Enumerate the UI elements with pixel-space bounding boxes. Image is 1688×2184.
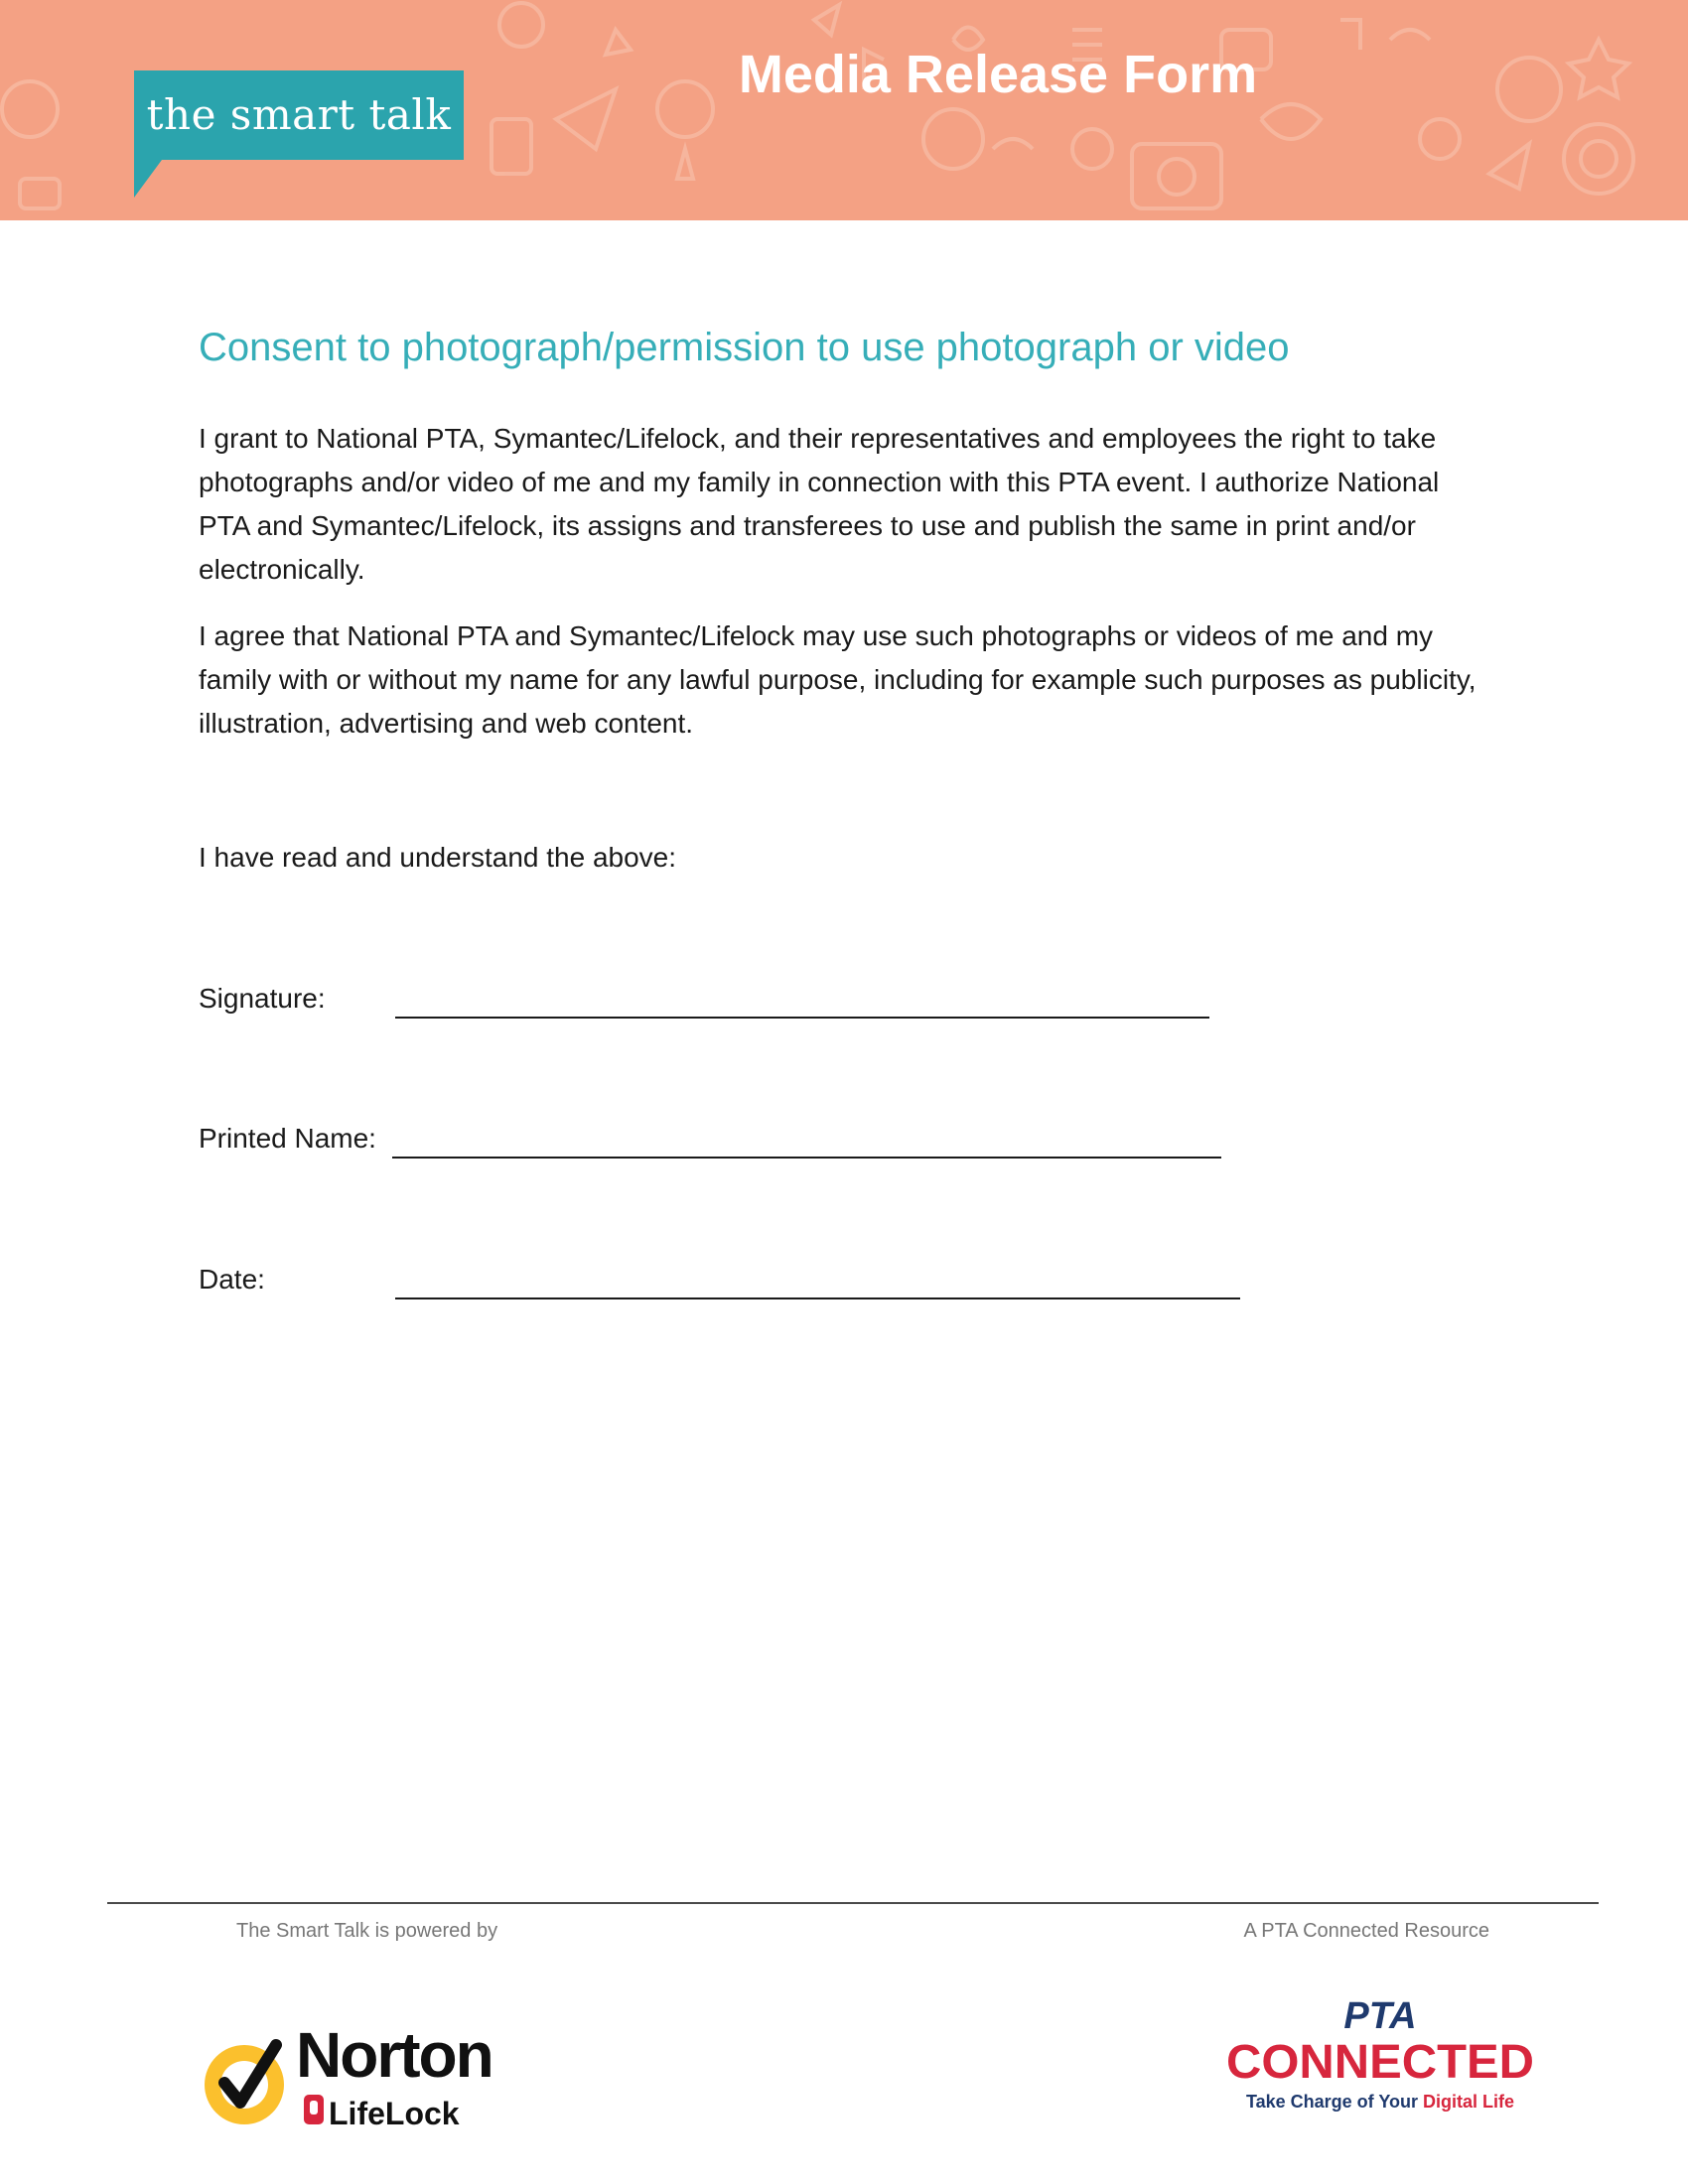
- norton-lifelock-logo: [197, 2015, 564, 2134]
- consent-paragraph-1: I grant to National PTA, Symantec/Lifelock, and their representatives and employees the right to take photographs and/or video of me and my family in connection with this PTA event. I authorize National PTA and Symantec/Lifelock, its assigns and transferees to use and publish the same in print and/or electronically.: [199, 423, 1440, 585]
- printed-name-line[interactable]: [392, 1157, 1221, 1159]
- logo-bubble-tail: [134, 160, 162, 198]
- header-banner: [0, 0, 1688, 220]
- printed-name-label: Printed Name:: [199, 1123, 376, 1154]
- footer-divider: [107, 1902, 1599, 1904]
- page-title: Media Release Form: [738, 45, 1258, 104]
- consent-paragraph-2: I agree that National PTA and Symantec/Lifelock may use such photographs or videos of me and my family with or without my name for any lawful purpose, including for example such purposes as publicity, illustration, advertising and web content.: [199, 620, 1477, 739]
- norton-wordmark: Norton: [296, 2019, 492, 2091]
- pta-resource-text: A PTA Connected Resource: [1243, 1920, 1489, 1942]
- pta-connected-logo: [1221, 1990, 1539, 2119]
- date-line[interactable]: [395, 1297, 1240, 1299]
- connected-wordmark: CONNECTED: [1226, 2036, 1534, 2089]
- lifelock-wordmark: LifeLock: [329, 2096, 460, 2131]
- date-label: Date:: [199, 1264, 265, 1295]
- section-heading: Consent to photograph/permission to use photograph or video: [199, 326, 1290, 369]
- signature-line[interactable]: [395, 1017, 1209, 1019]
- acknowledgement-text: I have read and understand the above:: [199, 842, 677, 873]
- pta-tagline: Take Charge of Your Digital Life: [1245, 2092, 1515, 2112]
- smart-talk-logo: the smart talk: [146, 90, 452, 139]
- signature-label: Signature:: [199, 983, 326, 1014]
- pta-wordmark: PTA: [1343, 1995, 1417, 2037]
- powered-by-text: The Smart Talk is powered by: [236, 1920, 498, 1942]
